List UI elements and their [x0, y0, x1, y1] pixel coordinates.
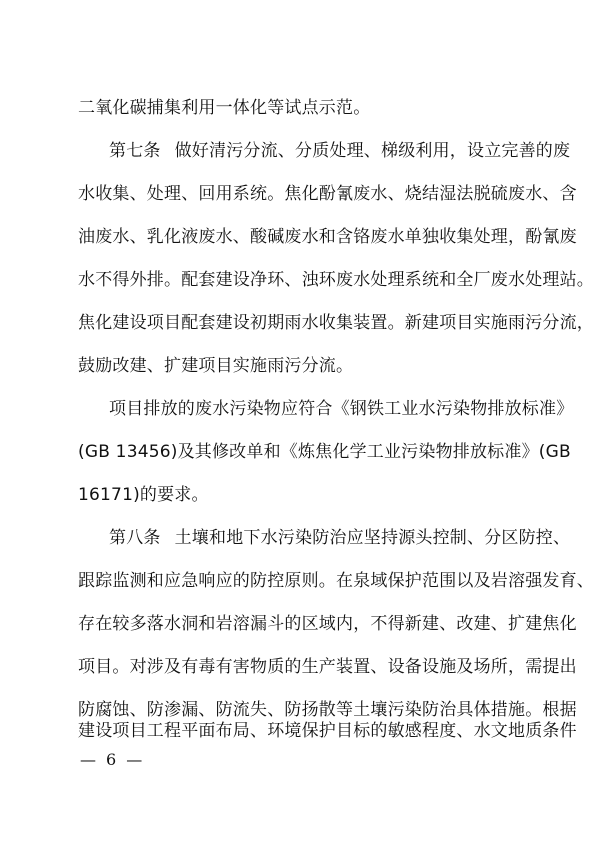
article-8-text: 土壤和地下水污染防治应坚持源头控制、分区防控、 — [174, 528, 571, 548]
footer-dash-left: — — [80, 750, 96, 769]
text-line: 鼓励改建、扩建项目实施雨污分流。 — [78, 356, 354, 376]
text-line: 建设项目工程平面布局、环境保护目标的敏感程度、水文地质条件 — [78, 721, 577, 741]
text-line: 防腐蚀、防渗漏、防流失、防扬散等土壤污染防治具体措施。根据 — [78, 700, 577, 720]
page-number: 6 — [106, 750, 117, 769]
text-line: 水收集、处理、回用系统。焦化酚氰废水、烧结湿法脱硫废水、含 — [78, 184, 577, 204]
text-line: 二氧化碳捕集利用一体化等试点示范。 — [78, 98, 371, 118]
text-line: 跟踪监测和应急响应的防控原则。在泉域保护范围以及岩溶强发育、 — [78, 571, 594, 591]
article-8-label: 第八条 — [109, 528, 161, 548]
article-8-first-line — [109, 527, 571, 549]
article-7-first-line — [109, 140, 571, 162]
page-footer — [80, 750, 142, 770]
text-line: 16171)的要求。 — [78, 485, 209, 505]
footer-dash-right: — — [126, 750, 143, 769]
text-line: 项目。对涉及有毒有害物质的生产装置、设备设施及场所，需提出 — [78, 657, 577, 677]
text-line: 水不得外排。配套建设净环、浊环废水处理系统和全厂废水处理站。 — [78, 270, 594, 290]
text-line: 焦化建设项目配套建设初期雨水收集装置。新建项目实施雨污分流， — [78, 313, 594, 333]
article-7-label: 第七条 — [109, 141, 161, 161]
text-line: 油废水、乳化液废水、酸碱废水和含铬废水单独收集处理，酚氰废 — [78, 227, 577, 247]
text-line: 存在较多落水洞和岩溶漏斗的区域内，不得新建、改建、扩建焦化 — [78, 614, 577, 634]
text-line: 项目排放的废水污染物应符合《钢铁工业水污染物排放标准》 — [109, 399, 574, 419]
article-7-text: 做好清污分流、分质处理、梯级利用，设立完善的废 — [174, 141, 571, 161]
text-line: (GB 13456)及其修改单和《炼焦化学工业污染物排放标准》(GB — [78, 442, 571, 462]
